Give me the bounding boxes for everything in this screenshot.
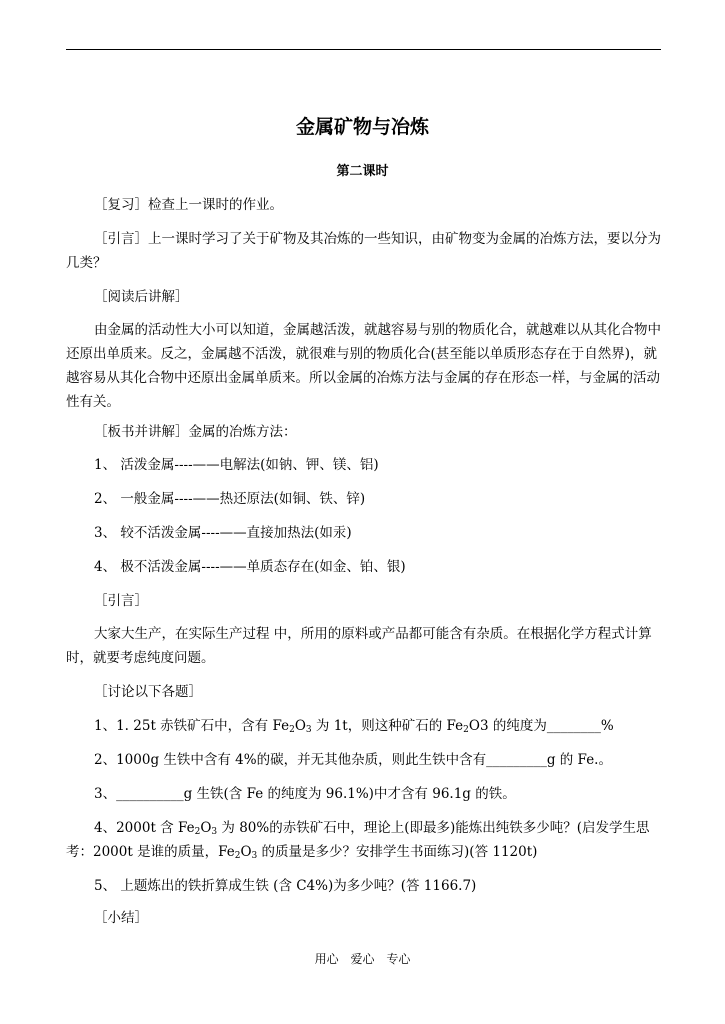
method-item-3: 3、 较不活泼金属----——直接加热法(如汞) bbox=[94, 525, 352, 541]
intro2-paragraph: 大家大生产，在实际生产过程 中，所用的原料或产品都可能含有杂质。在根据化学方程式计算时，就要考虑纯度问题。 bbox=[66, 626, 652, 666]
page-title: 金属矿物与冶炼 bbox=[295, 116, 429, 138]
question-2: 2、1000g 生铁中含有 4%的碳，并无其他杂质，则此生铁中含有_________g 的 Fe.。 bbox=[94, 752, 612, 768]
method-item-2: 2、 一般金属----——热还原法(如铜、铁、锌) bbox=[94, 491, 366, 507]
question-5: 5、 上题炼出的铁折算成生铁 (含 C4%)为多少吨？(答 1166.7) bbox=[94, 878, 477, 894]
intro2-heading: ［引言］ bbox=[94, 593, 148, 609]
page-subtitle: 第二课时 bbox=[336, 164, 389, 179]
intro-paragraph: ［引言］上一课时学习了关于矿物及其冶炼的一些知识，由矿物变为金属的冶炼方法，要以分为几类？ bbox=[66, 231, 661, 271]
discuss-heading: ［讨论以下各题］ bbox=[94, 684, 202, 700]
method-item-4: 4、 极不活泼金属----——单质态存在(如金、铂、银) bbox=[94, 559, 406, 575]
question-4: 4、2000t 含 $Fe_2O_3$ 为 80%的赤铁矿石中，理论上(即最多)能炼出纯铁多少吨？(启发学生思考：2000t 是谁的质量，$Fe_2O_3$ 的质量是多少？安排学生书面练习)(答 1120t) bbox=[66, 820, 650, 861]
footer-word: 专心 bbox=[386, 952, 411, 966]
board-heading: ［板书并讲解］金属的冶炼方法： bbox=[94, 424, 297, 440]
reading-paragraph: 由金属的活动性大小可以知道，金属越活泼，就越容易与别的物质化合，就越难以从其化合物中还原出单质来。反之，金属越不活泼，就很难与别的物质化合(甚至能以单质形态存在于自然界)，就越容易从其化合物中还原出金属单质来。所以金属的冶炼方法与金属的存在形态一样，与金属的活动性有关。 bbox=[66, 322, 661, 410]
footer-word: 用心 bbox=[314, 952, 339, 966]
footer-word: 爱心 bbox=[350, 952, 375, 966]
reading-heading: ［阅读后讲解］ bbox=[94, 289, 189, 305]
question-3: 3、__________g 生铁(含 Fe 的纯度为 96.1%)中才含有 96.1g 的铁。 bbox=[94, 786, 516, 802]
summary-heading: ［小结］ bbox=[94, 910, 148, 926]
header-rule bbox=[66, 49, 661, 50]
page-footer bbox=[0, 950, 725, 967]
review-line: ［复习］检查上一课时的作业。 bbox=[94, 197, 283, 213]
method-item-1: 1、 活泼金属----——电解法(如钠、钾、镁、铝) bbox=[94, 457, 379, 473]
question-1: 1、1. 25t 赤铁矿石中，含有 $Fe_2O_3$ 为 1t，则这种矿石的 $Fe_2O3$ 的纯度为________% bbox=[94, 718, 614, 735]
